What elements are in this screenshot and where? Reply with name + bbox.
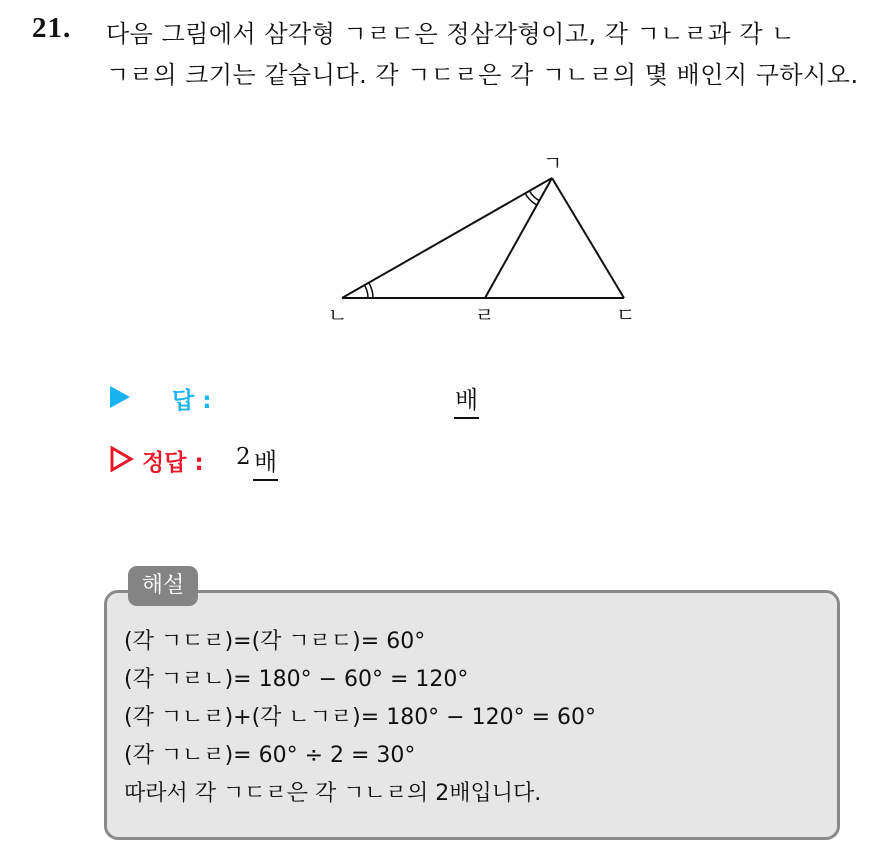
solution-line: (각 ㄱㄴㄹ)+(각 ㄴㄱㄹ)= 180° − 120° = 60° [124,705,597,730]
vertex-label-left: ㄴ [328,303,348,327]
solution-line: 따라서 각 ㄱㄷㄹ은 각 ㄱㄴㄹ의 2배입니다. [124,781,542,806]
correct-answer-label: 정답 : [142,450,204,476]
angle-mark-top-1 [529,191,539,201]
answer-row [108,380,608,416]
segment-top-right [552,178,624,298]
solution-tag: 해설 [128,566,198,606]
question-text-line-2: ㄱㄹ의 크기는 같습니다. 각 ㄱㄷㄹ은 각 ㄱㄴㄹ의 몇 배인지 구하시오. [106,61,859,89]
solution-line: (각 ㄱㄴㄹ)= 60° ÷ 2 = 30° [124,743,416,768]
answer-label: 답 : [172,388,212,414]
correct-answer-value: 2 [236,444,251,470]
correct-answer-unit: 배 [253,442,278,481]
angle-mark-left-1 [365,285,368,298]
vertex-label-right: ㄷ [616,303,636,327]
solution-line: (각 ㄱㄹㄴ)= 180° − 60° = 120° [124,667,469,692]
question-text-line-1: 다음 그림에서 삼각형 ㄱㄹㄷ은 정삼각형이고, 각 ㄱㄴㄹ과 각 ㄴ [106,20,795,48]
angle-mark-top-2 [525,193,537,205]
question-number: 21. [32,12,72,44]
angle-mark-left-2 [369,283,373,298]
vertex-label-top: ㄱ [543,151,563,175]
triangle-figure [320,150,650,330]
answer-blank-unit[interactable]: 배 [454,380,479,419]
outline-play-arrow-icon [110,446,134,472]
correct-answer-row [108,442,608,478]
play-arrow-icon [110,386,130,408]
vertex-label-middle: ㄹ [475,303,495,327]
solution-line: (각 ㄱㄷㄹ)=(각 ㄱㄹㄷ)= 60° [124,629,426,654]
segment-left-top [342,178,552,298]
